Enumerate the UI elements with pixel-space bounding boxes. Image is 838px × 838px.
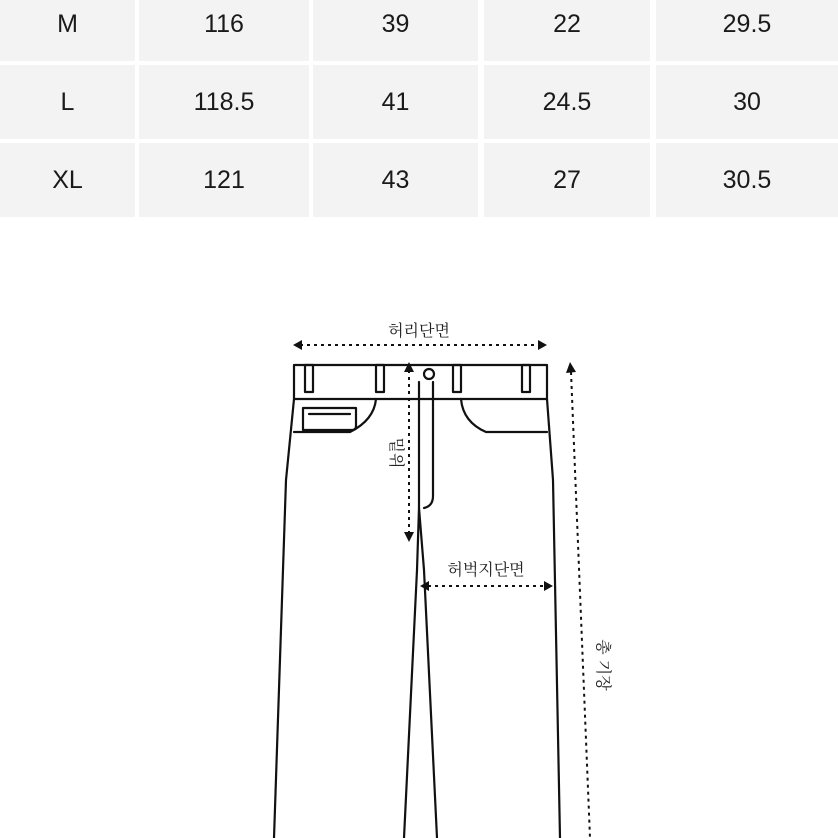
size-cell: M — [0, 0, 135, 61]
belt-loop — [376, 365, 384, 392]
value-cell: 24.5 — [484, 65, 650, 139]
belt-loop — [522, 365, 530, 392]
thigh-label: 허벅지단면 — [447, 560, 525, 579]
button-icon — [424, 369, 434, 379]
value-cell: 29.5 — [656, 0, 838, 61]
inseam-outline — [404, 508, 437, 838]
belt-loop — [453, 365, 461, 392]
pants-outline — [274, 399, 560, 838]
waist-value-cell: 121 — [139, 143, 309, 217]
fly-outline — [419, 382, 433, 508]
value-cell: 39 — [313, 0, 478, 61]
waistband-outline — [294, 365, 547, 399]
length-label: 총 기장 — [594, 639, 613, 691]
waist-value-cell: 116 — [139, 0, 309, 61]
value-cell: 30.5 — [656, 143, 838, 217]
value-cell: 41 — [313, 65, 478, 139]
waist-label: 허리단면 — [388, 321, 450, 340]
value-cell: 43 — [313, 143, 478, 217]
value-cell: 30 — [656, 65, 838, 139]
value-cell: 27 — [484, 143, 650, 217]
size-cell: XL — [0, 143, 135, 217]
size-cell: L — [0, 65, 135, 139]
front-pocket-left — [294, 399, 376, 432]
belt-loop — [305, 365, 313, 392]
front-pocket-right — [461, 399, 547, 432]
waist-value-cell: 118.5 — [139, 65, 309, 139]
coin-pocket — [303, 408, 356, 430]
value-cell: 22 — [484, 0, 650, 61]
rise-label: 밑위 — [387, 437, 406, 469]
